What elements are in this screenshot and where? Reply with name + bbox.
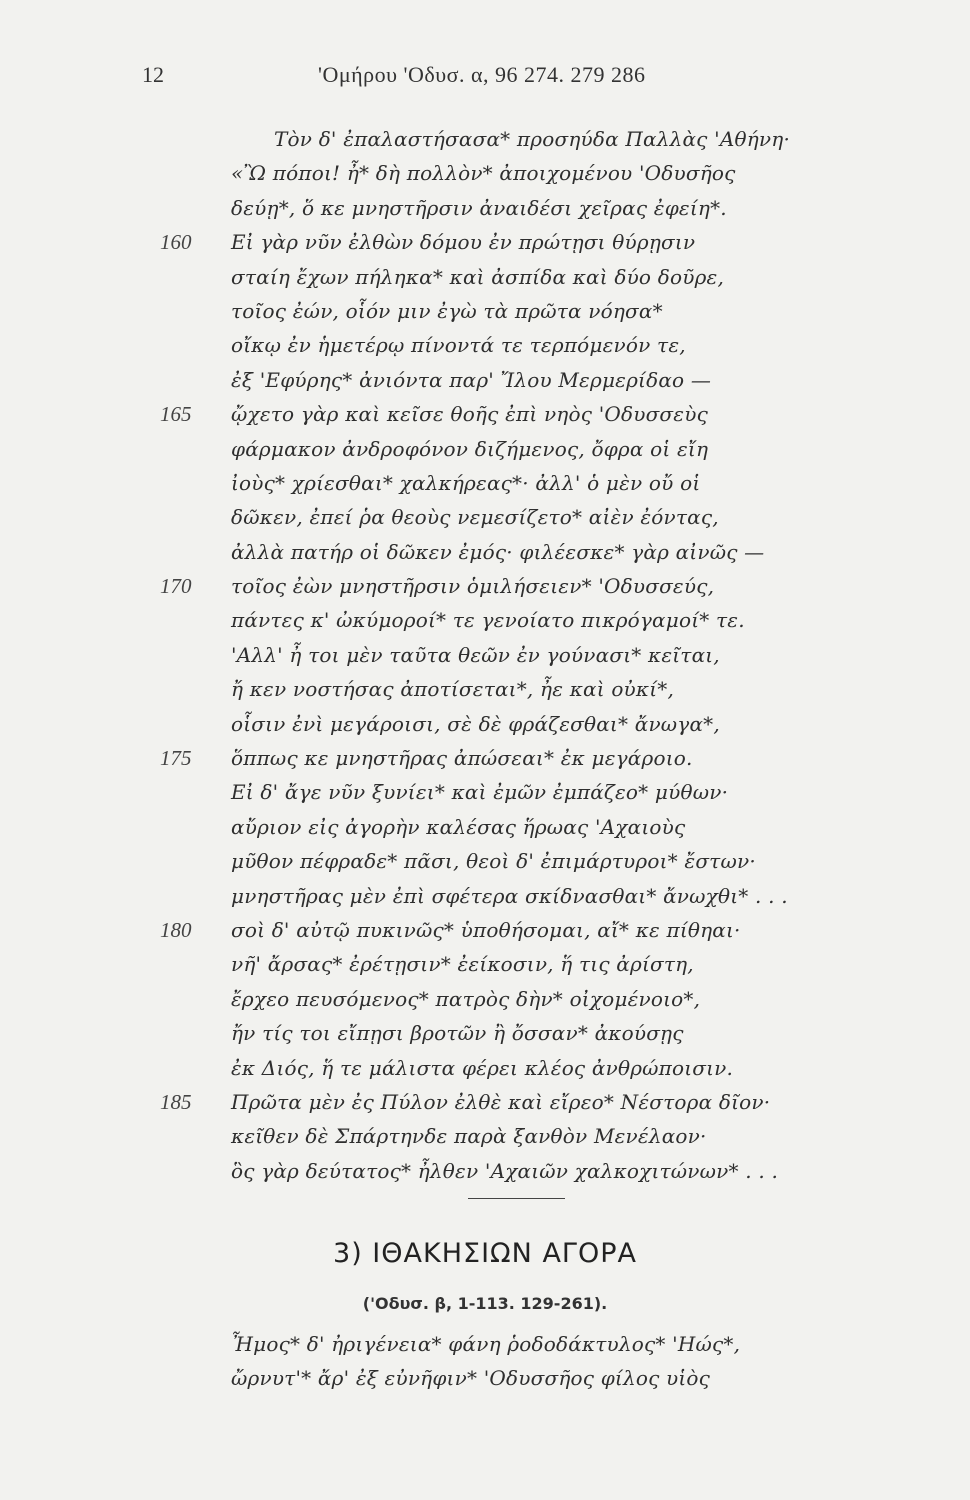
verse-text: ᾤχετο γὰρ καὶ κεῖσε θοῆς ἐπὶ νηὸς 'Οδυσσεὺς [231, 402, 708, 427]
verse-line [0, 1124, 970, 1158]
verse-text: σοὶ δ' αὐτῷ πυκινῶς* ὑποθήσομαι, αἴ* κε πίθηαι· [231, 917, 741, 942]
verse-line [0, 1332, 970, 1366]
verse-text: ὅππως κε μνηστῆρας ἀπώσεαι* ἐκ μεγάροιο. [231, 746, 693, 771]
verse-line [0, 196, 970, 230]
verse-line [0, 161, 970, 195]
verse-block [0, 127, 970, 1193]
verse-number: 165 [160, 402, 192, 427]
verse-text: πάντες κ' ὠκύμοροί* τε γενοίατο πικρόγαμοί* τε. [231, 608, 745, 633]
verse-number: 175 [160, 746, 192, 771]
verse-text: Ἦμος* δ' ἠριγένεια* φάνη ῥοδοδάκτυλος* 'Ηώς*, [231, 1332, 741, 1356]
verse-line [0, 815, 970, 849]
verse-text: ἔρχεο πευσόμενος* πατρὸς δὴν* οἰχομένοιο*, [231, 986, 701, 1011]
verse-line [0, 712, 970, 746]
verse-line [0, 608, 970, 642]
verse-text: οἴκῳ ἐν ἡμετέρῳ πίνοντά τε τερπόμενόν τε, [231, 333, 686, 358]
verse-line [0, 1021, 970, 1055]
verse-text: μῦθον πέφραδε* πᾶσι, θεοὶ δ' ἐπιμάρτυροι* ἔστων· [231, 849, 756, 874]
verse-line [0, 574, 970, 608]
verse-line [0, 1159, 970, 1193]
verse-text: ἐξ 'Εφύρης* ἀνιόντα παρ' Ἴλου Μερμερίδαο — [231, 367, 712, 392]
verse-text: Τὸν δ' ἐπαλαστήσασα* προσηύδα Παλλὰς 'Αθήνη· [274, 127, 790, 151]
verse-line [0, 918, 970, 952]
verse-text: μνηστῆρας μὲν ἐπὶ σφέτερα σκίδνασθαι* ἄνωχθι* . . . [231, 883, 788, 908]
verse-line [0, 1090, 970, 1124]
verse-text: αὔριον εἰς ἀγορὴν καλέσας ἥρωας 'Αχαιοὺς [231, 814, 686, 839]
section-reference: ('Οδυσ. β, 1-113. 129-261). [362, 1294, 608, 1313]
verse-text: Εἰ γὰρ νῦν ἐλθὼν δόμου ἐν πρώτῃσι θύρῃσιν [231, 230, 696, 255]
verse-text: ἤ κεν νοστήσας ἀποτίσεται*, ἦε καὶ οὐκί*, [231, 677, 675, 702]
verse-number: 180 [160, 917, 192, 942]
verse-text: ἀλλὰ πατήρ οἱ δῶκεν ἐμός· φιλέεσκε* γὰρ αἰνῶς — [231, 539, 765, 564]
verse-line [0, 884, 970, 918]
verse-line [0, 333, 970, 367]
section-verse-block [0, 1332, 970, 1401]
verse-line [0, 643, 970, 677]
verse-text: ὤρνυτ'* ἄρ' ἐξ εὐνῆφιν* 'Οδυσσῆος φίλος υἱὸς [231, 1366, 711, 1391]
verse-line [0, 677, 970, 711]
verse-text: ἰοὺς* χρίεσθαι* χαλκήρεας*· ἀλλ' ὁ μὲν οὔ οἱ [231, 470, 701, 495]
verse-text: ὃς γὰρ δεύτατος* ἦλθεν 'Αχαιῶν χαλκοχιτώνων* . . . [231, 1158, 779, 1183]
verse-number: 170 [160, 574, 192, 599]
verse-line [0, 540, 970, 574]
verse-line [0, 952, 970, 986]
verse-line [0, 1056, 970, 1090]
verse-line [0, 505, 970, 539]
verse-line [0, 402, 970, 436]
verse-text: ἐκ Διός, ἥ τε μάλιστα φέρει κλέος ἀνθρώποισιν. [231, 1055, 734, 1080]
verse-line [0, 1366, 970, 1400]
verse-text: ἤν τίς τοι εἴπῃσι βροτῶν ἢ ὄσσαν* ἀκούσῃς [231, 1021, 684, 1046]
verse-text: νῆ' ἄρσας* ἐρέτῃσιν* ἐείκοσιν, ἥ τις ἀρίστη, [231, 952, 694, 977]
verse-text: οἷσιν ἐνὶ μεγάροισι, σὲ δὲ φράζεσθαι* ἄνωγα*, [231, 711, 720, 736]
verse-text: Εἰ δ' ἄγε νῦν ξυνίει* καὶ ἐμῶν ἐμπάζεο* μύθων· [231, 780, 729, 805]
verse-line [0, 987, 970, 1021]
verse-number: 160 [160, 230, 192, 255]
verse-text: τοῖος ἐών, οἷόν μιν ἐγὼ τὰ πρῶτα νόησα* [231, 298, 663, 323]
verse-line [0, 230, 970, 264]
verse-text: 'Αλλ' ἦ τοι μὲν ταῦτα θεῶν ἐν γούνασι* κεῖται, [231, 642, 720, 667]
verse-line [0, 368, 970, 402]
verse-text: κεῖθεν δὲ Σπάρτηνδε παρὰ ξανθὸν Μενέλαον· [231, 1124, 707, 1149]
verse-text: Πρῶτα μὲν ἐς Πύλον ἐλθὲ καὶ εἴρεο* Νέστορα δῖον· [231, 1089, 771, 1114]
section-divider [468, 1198, 565, 1199]
verse-line [0, 849, 970, 883]
verse-text: δῶκεν, ἐπεί ῥα θεοὺς νεμεσίζετο* αἰὲν ἐόντας, [231, 505, 719, 530]
verse-text: τοῖος ἐὼν μνηστῆρσιν ὁμιλήσειεν* 'Οδυσσεύς, [231, 574, 715, 599]
page-number: 12 [142, 62, 164, 87]
verse-text: «Ὢ πόποι! ἦ* δὴ πολλὸν* ἀποιχομένου 'Οδυσῆος [231, 161, 736, 186]
verse-line [0, 746, 970, 780]
verse-number: 185 [160, 1089, 192, 1114]
verse-line [0, 471, 970, 505]
running-head: 'Ομήρου 'Οδυσ. α, 96 274. 279 286 [318, 62, 646, 87]
verse-line [0, 299, 970, 333]
section-title: 3) ΙΘΑΚΗΣΙΩΝ ΑΓΟΡΑ [333, 1238, 637, 1269]
verse-text: σταίη ἔχων πήληκα* καὶ ἀσπίδα καὶ δύο δοῦρε, [231, 264, 725, 289]
verse-text: δεύῃ*, ὅ κε μνηστῆρσιν ἀναιδέσι χεῖρας ἐφείη*. [231, 195, 727, 220]
verse-line [0, 265, 970, 299]
verse-line [0, 127, 970, 161]
verse-line [0, 437, 970, 471]
verse-line [0, 780, 970, 814]
verse-text: φάρμακον ἀνδροφόνον διζήμενος, ὄφρα οἱ εἴη [231, 436, 709, 461]
